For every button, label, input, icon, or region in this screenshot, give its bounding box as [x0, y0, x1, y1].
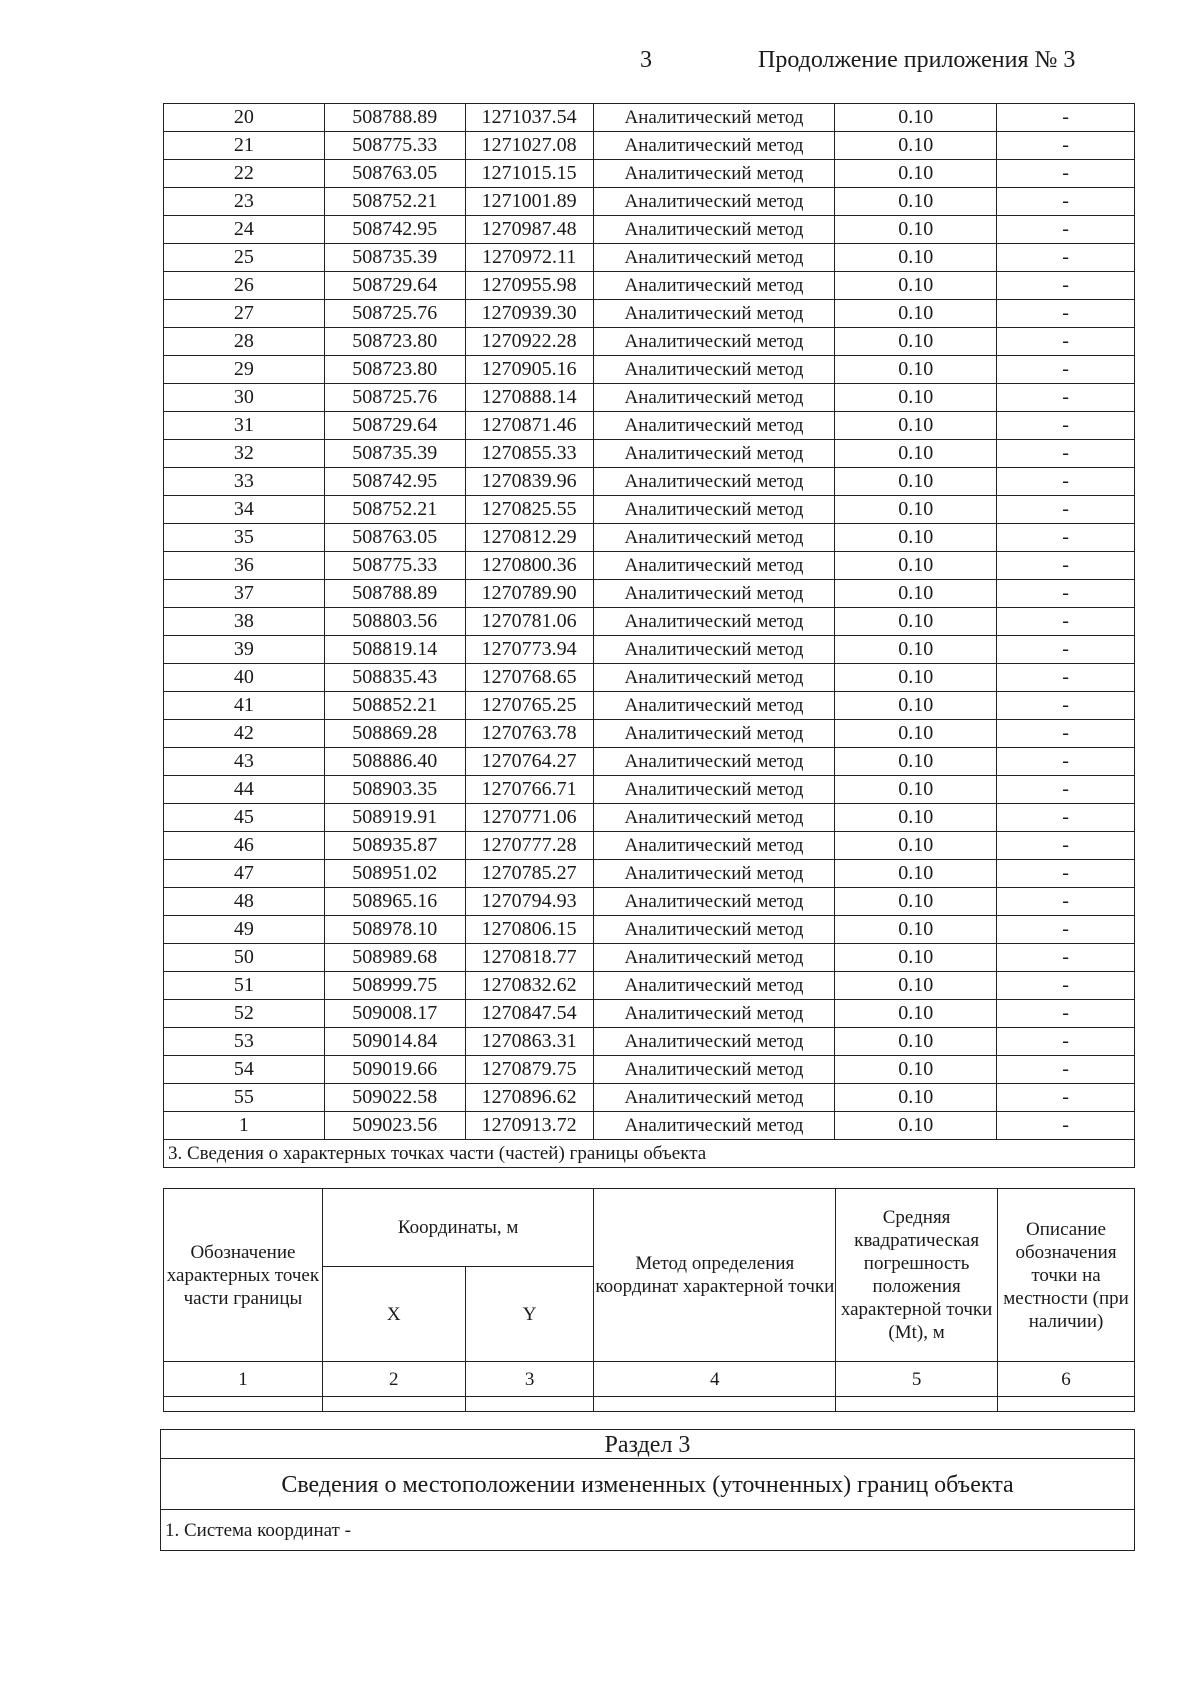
point-number-cell: 29	[164, 356, 325, 384]
table-row	[164, 412, 1135, 440]
x-coordinate-cell: 508763.05	[324, 524, 465, 552]
x-coordinate-cell: 508951.02	[324, 860, 465, 888]
y-coordinate-cell: 1270785.27	[465, 860, 593, 888]
x-coordinate-cell: 508729.64	[324, 412, 465, 440]
description-cell: -	[997, 272, 1135, 300]
x-coordinate-cell: 508978.10	[324, 916, 465, 944]
description-cell: -	[997, 860, 1135, 888]
table-row	[164, 1028, 1135, 1056]
column-number-4: 4	[594, 1362, 836, 1397]
method-cell: Аналитический метод	[593, 216, 835, 244]
method-cell: Аналитический метод	[593, 860, 835, 888]
error-cell: 0.10	[835, 300, 997, 328]
table-row	[164, 496, 1135, 524]
point-number-cell: 30	[164, 384, 325, 412]
table-row	[164, 1084, 1135, 1112]
description-cell: -	[997, 748, 1135, 776]
point-number-cell: 35	[164, 524, 325, 552]
description-cell: -	[997, 916, 1135, 944]
description-cell: -	[997, 972, 1135, 1000]
x-coordinate-cell: 508935.87	[324, 832, 465, 860]
point-number-cell: 39	[164, 636, 325, 664]
method-cell: Аналитический метод	[593, 692, 835, 720]
column-number-1: 1	[164, 1362, 323, 1397]
y-coordinate-cell: 1270765.25	[465, 692, 593, 720]
point-number-cell: 54	[164, 1056, 325, 1084]
header-method: Метод определения координат характерной точки	[594, 1189, 836, 1362]
error-cell: 0.10	[835, 384, 997, 412]
y-coordinate-cell: 1270896.62	[465, 1084, 593, 1112]
x-coordinate-cell: 508752.21	[324, 496, 465, 524]
x-coordinate-cell: 508742.95	[324, 468, 465, 496]
error-cell: 0.10	[835, 412, 997, 440]
table-row	[164, 860, 1135, 888]
table-row	[164, 356, 1135, 384]
point-number-cell: 24	[164, 216, 325, 244]
point-number-cell: 1	[164, 1112, 325, 1140]
table-row	[164, 188, 1135, 216]
appendix-continuation-title: Продолжение приложения № 3	[758, 47, 1076, 73]
table-row	[164, 216, 1135, 244]
method-cell: Аналитический метод	[593, 832, 835, 860]
y-coordinate-cell: 1271015.15	[465, 160, 593, 188]
table-row	[164, 1000, 1135, 1028]
x-coordinate-cell: 508989.68	[324, 944, 465, 972]
error-cell: 0.10	[835, 692, 997, 720]
point-number-cell: 52	[164, 1000, 325, 1028]
description-cell: -	[997, 692, 1135, 720]
point-number-cell: 25	[164, 244, 325, 272]
boundary-points-table	[163, 103, 1135, 1168]
description-cell: -	[997, 524, 1135, 552]
x-coordinate-cell: 509022.58	[324, 1084, 465, 1112]
error-cell: 0.10	[835, 132, 997, 160]
point-number-cell: 26	[164, 272, 325, 300]
method-cell: Аналитический метод	[593, 664, 835, 692]
description-cell: -	[997, 1112, 1135, 1140]
table-row	[164, 776, 1135, 804]
method-cell: Аналитический метод	[593, 160, 835, 188]
method-cell: Аналитический метод	[593, 944, 835, 972]
empty-row	[164, 1397, 1135, 1412]
x-coordinate-cell: 508735.39	[324, 440, 465, 468]
method-cell: Аналитический метод	[593, 468, 835, 496]
table-row	[164, 468, 1135, 496]
method-cell: Аналитический метод	[593, 580, 835, 608]
method-cell: Аналитический метод	[593, 888, 835, 916]
column-number-2: 2	[322, 1362, 465, 1397]
table-row	[164, 300, 1135, 328]
description-cell: -	[997, 1000, 1135, 1028]
point-number-cell: 36	[164, 552, 325, 580]
x-coordinate-cell: 508869.28	[324, 720, 465, 748]
y-coordinate-cell: 1270987.48	[465, 216, 593, 244]
point-number-cell: 21	[164, 132, 325, 160]
point-number-cell: 22	[164, 160, 325, 188]
error-cell: 0.10	[835, 888, 997, 916]
method-cell: Аналитический метод	[593, 608, 835, 636]
method-cell: Аналитический метод	[593, 804, 835, 832]
y-coordinate-cell: 1270768.65	[465, 664, 593, 692]
x-coordinate-cell: 508775.33	[324, 552, 465, 580]
description-cell: -	[997, 1056, 1135, 1084]
y-coordinate-cell: 1270913.72	[465, 1112, 593, 1140]
error-cell: 0.10	[835, 608, 997, 636]
header-description: Описание обозначения точки на местности (при наличии)	[998, 1189, 1135, 1362]
point-number-cell: 44	[164, 776, 325, 804]
y-coordinate-cell: 1270777.28	[465, 832, 593, 860]
table-row	[164, 104, 1135, 132]
table-row	[164, 888, 1135, 916]
y-coordinate-cell: 1270863.31	[465, 1028, 593, 1056]
header-x: X	[322, 1267, 465, 1362]
y-coordinate-cell: 1270771.06	[465, 804, 593, 832]
method-cell: Аналитический метод	[593, 328, 835, 356]
y-coordinate-cell: 1270847.54	[465, 1000, 593, 1028]
description-cell: -	[997, 104, 1135, 132]
method-cell: Аналитический метод	[593, 552, 835, 580]
method-cell: Аналитический метод	[593, 104, 835, 132]
method-cell: Аналитический метод	[593, 1000, 835, 1028]
y-coordinate-cell: 1270871.46	[465, 412, 593, 440]
description-cell: -	[997, 356, 1135, 384]
description-cell: -	[997, 300, 1135, 328]
table-row	[164, 384, 1135, 412]
method-cell: Аналитический метод	[593, 972, 835, 1000]
point-number-cell: 40	[164, 664, 325, 692]
table-row	[164, 328, 1135, 356]
x-coordinate-cell: 508886.40	[324, 748, 465, 776]
point-number-cell: 41	[164, 692, 325, 720]
table-row	[164, 636, 1135, 664]
method-cell: Аналитический метод	[593, 440, 835, 468]
error-cell: 0.10	[835, 272, 997, 300]
method-cell: Аналитический метод	[593, 636, 835, 664]
x-coordinate-cell: 508999.75	[324, 972, 465, 1000]
table-row	[164, 524, 1135, 552]
error-cell: 0.10	[835, 804, 997, 832]
section-3-heading: 3. Сведения о характерных точках части (частей) границы объекта	[164, 1140, 1135, 1168]
x-coordinate-cell: 508788.89	[324, 104, 465, 132]
error-cell: 0.10	[835, 1084, 997, 1112]
point-number-cell: 38	[164, 608, 325, 636]
method-cell: Аналитический метод	[593, 272, 835, 300]
y-coordinate-cell: 1270855.33	[465, 440, 593, 468]
y-coordinate-cell: 1270763.78	[465, 720, 593, 748]
page-number: 3	[640, 47, 652, 73]
x-coordinate-cell: 508725.76	[324, 384, 465, 412]
error-cell: 0.10	[835, 636, 997, 664]
x-coordinate-cell: 508742.95	[324, 216, 465, 244]
description-cell: -	[997, 636, 1135, 664]
y-coordinate-cell: 1270818.77	[465, 944, 593, 972]
x-coordinate-cell: 509014.84	[324, 1028, 465, 1056]
x-coordinate-cell: 508819.14	[324, 636, 465, 664]
error-cell: 0.10	[835, 468, 997, 496]
point-number-cell: 23	[164, 188, 325, 216]
x-coordinate-cell: 508723.80	[324, 356, 465, 384]
header-error: Средняя квадратическая погрешность положения характерной точки (Mt), м	[836, 1189, 998, 1362]
y-coordinate-cell: 1271037.54	[465, 104, 593, 132]
description-cell: -	[997, 132, 1135, 160]
x-coordinate-cell: 508852.21	[324, 692, 465, 720]
y-coordinate-cell: 1270839.96	[465, 468, 593, 496]
table-row	[164, 272, 1135, 300]
x-coordinate-cell: 508725.76	[324, 300, 465, 328]
x-coordinate-cell: 508965.16	[324, 888, 465, 916]
point-number-cell: 53	[164, 1028, 325, 1056]
table-row	[164, 132, 1135, 160]
method-cell: Аналитический метод	[593, 412, 835, 440]
y-coordinate-cell: 1270955.98	[465, 272, 593, 300]
section-3-heading-row	[164, 1140, 1135, 1168]
description-cell: -	[997, 944, 1135, 972]
point-number-cell: 51	[164, 972, 325, 1000]
error-cell: 0.10	[835, 524, 997, 552]
y-coordinate-cell: 1271001.89	[465, 188, 593, 216]
column-number-5: 5	[836, 1362, 998, 1397]
point-number-cell: 20	[164, 104, 325, 132]
y-coordinate-cell: 1270781.06	[465, 608, 593, 636]
description-cell: -	[997, 720, 1135, 748]
error-cell: 0.10	[835, 832, 997, 860]
description-cell: -	[997, 160, 1135, 188]
point-number-cell: 49	[164, 916, 325, 944]
error-cell: 0.10	[835, 1112, 997, 1140]
method-cell: Аналитический метод	[593, 1056, 835, 1084]
y-coordinate-cell: 1270922.28	[465, 328, 593, 356]
description-cell: -	[997, 776, 1135, 804]
y-coordinate-cell: 1270764.27	[465, 748, 593, 776]
method-cell: Аналитический метод	[593, 1028, 835, 1056]
point-number-cell: 27	[164, 300, 325, 328]
x-coordinate-cell: 508735.39	[324, 244, 465, 272]
y-coordinate-cell: 1270972.11	[465, 244, 593, 272]
y-coordinate-cell: 1270939.30	[465, 300, 593, 328]
description-cell: -	[997, 804, 1135, 832]
point-number-cell: 47	[164, 860, 325, 888]
method-cell: Аналитический метод	[593, 1112, 835, 1140]
description-cell: -	[997, 1084, 1135, 1112]
description-cell: -	[997, 188, 1135, 216]
header-designation: Обозначение характерных точек части границы	[164, 1189, 323, 1362]
table-row	[164, 440, 1135, 468]
x-coordinate-cell: 508723.80	[324, 328, 465, 356]
error-cell: 0.10	[835, 944, 997, 972]
division-3-title: Сведения о местоположении измененных (уточненных) границ объекта	[160, 1458, 1135, 1510]
description-cell: -	[997, 244, 1135, 272]
error-cell: 0.10	[835, 160, 997, 188]
error-cell: 0.10	[835, 580, 997, 608]
method-cell: Аналитический метод	[593, 916, 835, 944]
x-coordinate-cell: 508752.21	[324, 188, 465, 216]
table-row	[164, 160, 1135, 188]
x-coordinate-cell: 509019.66	[324, 1056, 465, 1084]
table-row	[164, 944, 1135, 972]
error-cell: 0.10	[835, 1000, 997, 1028]
column-number-6: 6	[998, 1362, 1135, 1397]
point-number-cell: 34	[164, 496, 325, 524]
description-cell: -	[997, 1028, 1135, 1056]
y-coordinate-cell: 1270905.16	[465, 356, 593, 384]
header-y: Y	[465, 1267, 594, 1362]
error-cell: 0.10	[835, 552, 997, 580]
x-coordinate-cell: 509008.17	[324, 1000, 465, 1028]
table-row	[164, 552, 1135, 580]
method-cell: Аналитический метод	[593, 244, 835, 272]
point-number-cell: 45	[164, 804, 325, 832]
method-cell: Аналитический метод	[593, 720, 835, 748]
coordinate-system-line: 1. Система координат -	[160, 1509, 1135, 1551]
method-cell: Аналитический метод	[593, 748, 835, 776]
point-number-cell: 42	[164, 720, 325, 748]
table-row	[164, 748, 1135, 776]
description-cell: -	[997, 496, 1135, 524]
table-row	[164, 972, 1135, 1000]
x-coordinate-cell: 508835.43	[324, 664, 465, 692]
method-cell: Аналитический метод	[593, 188, 835, 216]
error-cell: 0.10	[835, 356, 997, 384]
table-row	[164, 580, 1135, 608]
x-coordinate-cell: 508903.35	[324, 776, 465, 804]
boundary-points-body	[164, 104, 1135, 1140]
method-cell: Аналитический метод	[593, 776, 835, 804]
error-cell: 0.10	[835, 244, 997, 272]
x-coordinate-cell: 508763.05	[324, 160, 465, 188]
description-cell: -	[997, 664, 1135, 692]
table-row	[164, 1056, 1135, 1084]
header-coordinates: Координаты, м	[322, 1189, 594, 1267]
x-coordinate-cell: 508803.56	[324, 608, 465, 636]
table-row	[164, 692, 1135, 720]
error-cell: 0.10	[835, 972, 997, 1000]
error-cell: 0.10	[835, 104, 997, 132]
method-cell: Аналитический метод	[593, 132, 835, 160]
point-number-cell: 28	[164, 328, 325, 356]
y-coordinate-cell: 1270766.71	[465, 776, 593, 804]
description-cell: -	[997, 552, 1135, 580]
description-cell: -	[997, 468, 1135, 496]
description-cell: -	[997, 412, 1135, 440]
description-cell: -	[997, 216, 1135, 244]
point-number-cell: 46	[164, 832, 325, 860]
x-coordinate-cell: 508919.91	[324, 804, 465, 832]
method-cell: Аналитический метод	[593, 1084, 835, 1112]
table-row	[164, 804, 1135, 832]
method-cell: Аналитический метод	[593, 524, 835, 552]
point-number-cell: 50	[164, 944, 325, 972]
y-coordinate-cell: 1270789.90	[465, 580, 593, 608]
table-row	[164, 244, 1135, 272]
y-coordinate-cell: 1270825.55	[465, 496, 593, 524]
division-3-label: Раздел 3	[160, 1429, 1135, 1459]
error-cell: 0.10	[835, 916, 997, 944]
point-number-cell: 37	[164, 580, 325, 608]
point-number-cell: 48	[164, 888, 325, 916]
error-cell: 0.10	[835, 664, 997, 692]
y-coordinate-cell: 1270773.94	[465, 636, 593, 664]
point-number-cell: 33	[164, 468, 325, 496]
error-cell: 0.10	[835, 496, 997, 524]
y-coordinate-cell: 1270879.75	[465, 1056, 593, 1084]
table-row	[164, 832, 1135, 860]
error-cell: 0.10	[835, 216, 997, 244]
column-number-3: 3	[465, 1362, 594, 1397]
x-coordinate-cell: 508775.33	[324, 132, 465, 160]
description-cell: -	[997, 580, 1135, 608]
table-row	[164, 608, 1135, 636]
part-boundary-points-table	[163, 1188, 1135, 1412]
point-number-cell: 31	[164, 412, 325, 440]
description-cell: -	[997, 832, 1135, 860]
x-coordinate-cell: 508729.64	[324, 272, 465, 300]
table-row	[164, 1112, 1135, 1140]
method-cell: Аналитический метод	[593, 300, 835, 328]
method-cell: Аналитический метод	[593, 356, 835, 384]
method-cell: Аналитический метод	[593, 496, 835, 524]
point-number-cell: 43	[164, 748, 325, 776]
method-cell: Аналитический метод	[593, 384, 835, 412]
table-row	[164, 916, 1135, 944]
description-cell: -	[997, 440, 1135, 468]
y-coordinate-cell: 1270888.14	[465, 384, 593, 412]
point-number-cell: 55	[164, 1084, 325, 1112]
y-coordinate-cell: 1270832.62	[465, 972, 593, 1000]
x-coordinate-cell: 509023.56	[324, 1112, 465, 1140]
y-coordinate-cell: 1270812.29	[465, 524, 593, 552]
y-coordinate-cell: 1271027.08	[465, 132, 593, 160]
description-cell: -	[997, 888, 1135, 916]
x-coordinate-cell: 508788.89	[324, 580, 465, 608]
description-cell: -	[997, 384, 1135, 412]
table-row	[164, 664, 1135, 692]
y-coordinate-cell: 1270806.15	[465, 916, 593, 944]
y-coordinate-cell: 1270794.93	[465, 888, 593, 916]
error-cell: 0.10	[835, 1056, 997, 1084]
error-cell: 0.10	[835, 720, 997, 748]
error-cell: 0.10	[835, 860, 997, 888]
error-cell: 0.10	[835, 440, 997, 468]
description-cell: -	[997, 608, 1135, 636]
point-number-cell: 32	[164, 440, 325, 468]
error-cell: 0.10	[835, 748, 997, 776]
error-cell: 0.10	[835, 328, 997, 356]
error-cell: 0.10	[835, 1028, 997, 1056]
table-row	[164, 720, 1135, 748]
error-cell: 0.10	[835, 776, 997, 804]
y-coordinate-cell: 1270800.36	[465, 552, 593, 580]
error-cell: 0.10	[835, 188, 997, 216]
description-cell: -	[997, 328, 1135, 356]
